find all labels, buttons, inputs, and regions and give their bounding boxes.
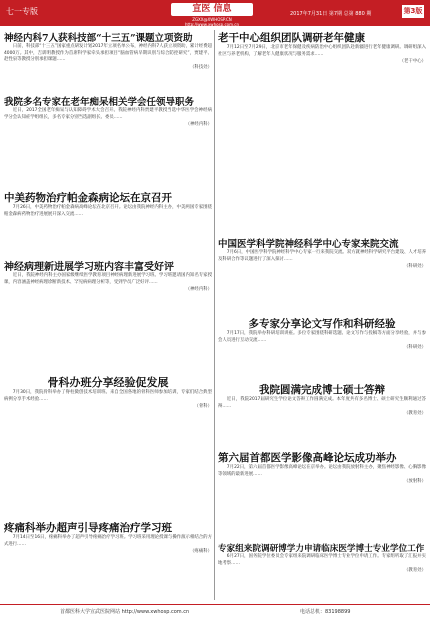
article-title: 老干中心组织团队调研老年健康 (218, 32, 365, 44)
article-title: 中国医学科学院神经科学中心专家来院交流 (218, 239, 399, 250)
footer-phone: 电话总机：83198899 (300, 609, 351, 615)
article-text: 7月30日，我院骨科举办了脊柱微创技术培训班。来自全国各地的骨科医师参加培训，专家们结合典型病例分享手术经验…… (4, 390, 212, 402)
article-byline: （教育处） (404, 411, 426, 417)
article-text: 7月17日，我院举办科研培训讲座。多位专家围绕科研选题、论文写作与投稿等方面分享经验，并与参会人员进行互动交流…… (218, 331, 426, 343)
masthead-url: ZGXX@XWHOSP.CN http://www.xwhosp.com.cn (184, 17, 240, 27)
article-text: 近日，2017全国老年痴呆与认知障碍学术大会召开。我院神经内科贾建平教授当选中华医学会神经病学分会认知症学组组长，多名专家分别当选副组长、委员…… (4, 108, 212, 120)
footer-website: 首都医科大学宣武医院网站 http://www.xwhosp.com.cn (60, 609, 190, 615)
article-title: 我院多名专家在老年痴呆相关学会任领导职务 (4, 97, 195, 108)
article-title: 疼痛科举办超声引导疼痛治疗学习班 (4, 522, 172, 534)
article-a7 (218, 30, 426, 230)
article-text: 7月12日至7月29日，北京市老年保健及疾病防治中心组织团队赴新疆进行老年健康调研。调研组深入社区与养老机构，了解老年人健康状况与服务需求…… (218, 45, 426, 57)
article-byline: （科研处） (404, 264, 426, 270)
article-a5 (4, 374, 212, 514)
article-byline: （神经内科） (185, 287, 212, 293)
article-byline: （科技处） (190, 64, 212, 70)
article-a2 (4, 94, 212, 184)
article-byline: （科研处） (404, 345, 426, 351)
article-a8 (218, 236, 426, 310)
article-text: 7月26日，中美药物治疗帕金森病高峰论坛在北京召开。论坛由我院神经内科主办，中美两国专家围绕帕金森病药物治疗进展展开深入交流…… (4, 205, 212, 217)
article-a6 (4, 520, 212, 600)
article-title: 多专家分享论文写作和科研经验 (248, 318, 396, 330)
article-a12 (218, 542, 426, 600)
article-byline: （老干中心） (399, 59, 426, 65)
article-a9 (218, 316, 426, 376)
article-title: 骨科办班分享经验促发展 (47, 376, 169, 389)
issue-date: 2017年7月31日 第7期 总第 880 期 (290, 11, 372, 17)
article-a4 (4, 258, 212, 368)
article-byline: （教育处） (404, 568, 426, 574)
article-title: 神经病理新进展学习班内容丰富受好评 (4, 262, 174, 273)
article-byline: （放射科） (404, 479, 426, 485)
article-text: 近日，我院神经内科主办国家级继续医学教育项目神经病理新进展学习班。学习班邀请国内知名专家授课，内容涵盖神经病理诊断新技术、罕见病病理分析等，受到学员广泛好评…… (4, 273, 212, 285)
article-byline: （神经内科） (185, 122, 212, 128)
newspaper-title: 宣医 信息 (171, 3, 253, 16)
article-byline: （疼痛科） (190, 549, 212, 555)
article-text: 日前，科技部“十三五”国家重点研发计划2017年立项名单公布，神经内科7人获立项资助，累计经费超4000万。其中，吉训明教授作为首席科学家牵头承担项目“脑血管病早期识别与综合防控研究”，贾建平、赵性泉等教授分别承担课题…… (4, 44, 212, 63)
article-title: 中美药物治疗帕金森病论坛在京召开 (4, 192, 172, 204)
article-text: 6月27日，国务院学位委员会专家组来院调研临床医学博士专业学位申请工作。专家组听取了汇报并实地考察…… (218, 554, 426, 566)
section-label: 七一专版 (6, 7, 38, 16)
article-text: 7月14日至16日，疼痛科举办了超声引导疼痛治疗学习班。学习班采用理论授课与操作演示相结合的方式进行…… (4, 535, 212, 547)
page-number: 第3版 (402, 5, 424, 18)
article-a11 (218, 450, 426, 536)
article-title: 第六届首都医学影像高峰论坛成功举办 (218, 452, 397, 464)
article-text: 7月22日，第六届首都医学影像高峰论坛在京举办。论坛由我院放射科主办，聚焦神经影像、心胸影像等领域的最新进展…… (218, 465, 426, 477)
masthead-bar (0, 0, 430, 26)
column-divider (214, 30, 215, 600)
article-byline: （骨科） (194, 404, 212, 410)
article-title: 专家组来院调研博学力申请临床医学博士专业学位工作 (218, 544, 425, 554)
article-text: 近日，我院2017届研究生学位论文答辩工作圆满完成。本年度共有多名博士、硕士研究生顺利通过答辩…… (218, 397, 426, 409)
article-text: 7月6日，中国医学科学院神经科学中心专家一行来我院交流。双方就神经科学研究平台建设、人才培养及科研合作等议题进行了深入探讨…… (218, 250, 426, 262)
page-footer (0, 604, 430, 618)
article-a10 (218, 382, 426, 444)
article-title: 我院圆满完成博士硕士答辩 (259, 384, 385, 396)
article-a3 (4, 190, 212, 252)
article-title: 神经内科7人获科技部“十三五”课题立项资助 (4, 33, 193, 44)
article-a1 (4, 30, 212, 88)
